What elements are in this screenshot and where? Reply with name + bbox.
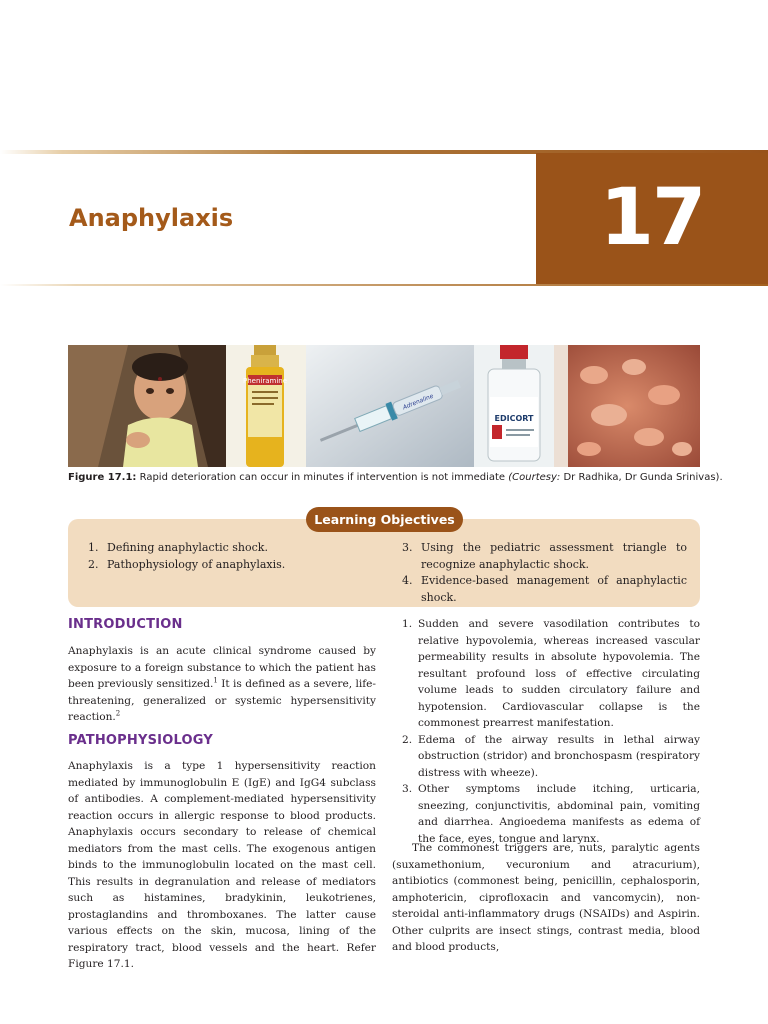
learning-objectives-title: Learning Objectives bbox=[306, 507, 463, 532]
child-illustration bbox=[68, 345, 226, 467]
ampoule-label: Adrenaline bbox=[401, 392, 435, 412]
objective-text: Evidence-based management of anaphylactic shock. bbox=[421, 574, 687, 604]
objective-item bbox=[88, 557, 368, 574]
vial-illustration bbox=[474, 345, 554, 467]
effect-text: Sudden and severe vasodilation contributes to relative hypovolemia, whereas increased vascular permeability results in absolute hypovolemia. The resultant profound loss of effective circulating volume leads to sudden circulatory failure and hypotension. Cardiovascular collapse is the commonest prearrest manifestation. bbox=[418, 618, 700, 729]
objective-text: Using the pediatric assessment triangle to recognize anaphylactic shock. bbox=[421, 541, 687, 571]
header-bottom-rule bbox=[0, 284, 768, 286]
vial-label: EDICORT bbox=[494, 414, 534, 423]
citation-1: 1 bbox=[213, 676, 218, 685]
bottle-illustration bbox=[226, 345, 306, 467]
figure-courtesy-names: Dr Radhika, Dr Gunda Srinivas). bbox=[560, 472, 723, 483]
learning-objectives-left bbox=[88, 540, 368, 573]
edicort-vial-photo bbox=[474, 345, 554, 467]
objective-item bbox=[402, 540, 687, 573]
intro-text-a: Anaphylaxis is an acute clinical syndrome caused by exposure to a foreign substance to which the patient has been previously sensitized. bbox=[68, 645, 376, 690]
figure-image-strip bbox=[68, 345, 700, 467]
effect-item bbox=[402, 732, 700, 782]
objective-item bbox=[402, 573, 687, 606]
objective-number: 2. bbox=[88, 557, 99, 571]
objective-number: 4. bbox=[402, 574, 413, 587]
effect-number: 2. bbox=[402, 733, 413, 746]
pathophysiology-heading: PATHOPHYSIOLOGY bbox=[68, 733, 213, 748]
objective-text: Defining anaphylactic shock. bbox=[107, 541, 268, 554]
skin-illustration bbox=[554, 345, 700, 467]
effect-item bbox=[402, 616, 700, 732]
chapter-number: 17 bbox=[599, 173, 705, 263]
urticaria-skin-photo bbox=[554, 345, 700, 467]
bottle-label: Pheniramine bbox=[242, 377, 288, 385]
figure-courtesy-label: (Courtesy: bbox=[508, 472, 561, 483]
effect-text: Edema of the airway results in lethal airway obstruction (stridor) and bronchospasm (respiratory distress with wheeze). bbox=[418, 733, 700, 779]
syringe-illustration bbox=[306, 345, 474, 467]
figure-label: Figure 17.1: bbox=[68, 472, 137, 483]
pathophysiology-paragraph: Anaphylaxis is a type 1 hypersensitivity reaction mediated by immunoglobulin E (IgE) and IgG4 subclass of antibodies. A complement-mediated hypersensitivity reaction occurs in allergic response to blood products. Anaphylaxis occurs secondary to release of chemical mediators from the mast cells. The exogenous antigen binds to the immunoglobulin located on the mast cell. This results in degranulation and release of mediators such as histamines, bradykinin, leukotrienes, prostaglandins and thromboxanes. The latter cause various effects on the skin, mucosa, lining of the respiratory tract, blood vessels and the heart. Refer Figure 17.1. bbox=[68, 760, 376, 970]
introduction-paragraph bbox=[68, 643, 376, 726]
effect-number: 1. bbox=[402, 618, 413, 630]
objective-number: 1. bbox=[88, 541, 99, 554]
syringe-photo bbox=[306, 345, 474, 467]
objective-item bbox=[88, 540, 368, 557]
effect-item bbox=[402, 781, 700, 847]
chapter-title: Anaphylaxis bbox=[69, 204, 234, 232]
effects-list bbox=[402, 616, 700, 847]
objective-text: Pathophysiology of anaphylaxis. bbox=[107, 557, 286, 571]
intro-text-b: It is defined as a severe, life-threatening, generalized or systemic hypersensitivity reaction. bbox=[68, 678, 377, 723]
citation-2: 2 bbox=[115, 709, 121, 718]
learning-objectives-right bbox=[402, 540, 687, 606]
objective-number: 3. bbox=[402, 541, 413, 554]
introduction-heading: INTRODUCTION bbox=[68, 617, 183, 632]
effect-number: 3. bbox=[402, 783, 413, 795]
effect-text: Other symptoms include itching, urticaria, sneezing, conjunctivitis, abdominal pain, vomiting and diarrhea. Angioedema manifests as edema of the face, eyes, tongue and larynx. bbox=[418, 783, 700, 845]
child-photo bbox=[68, 345, 226, 467]
chapter-number-box bbox=[536, 153, 768, 286]
triggers-paragraph: The commonest triggers are, nuts, paralytic agents (suxamethonium, vecuronium and atracurium), antibiotics (commonest being, penicillin, cephalosporin, amphotericin, ciprofloxacin and vancomycin), non-steroidal anti-inflammatory drugs (NSAIDs) and Aspirin. Other culprits are insect stings, contrast media, blood and blood products, bbox=[392, 842, 700, 953]
pheniramine-bottle-photo bbox=[226, 345, 306, 467]
figure-caption bbox=[68, 472, 723, 483]
figure-caption-text: Rapid deterioration can occur in minutes if intervention is not immediate bbox=[136, 472, 509, 483]
